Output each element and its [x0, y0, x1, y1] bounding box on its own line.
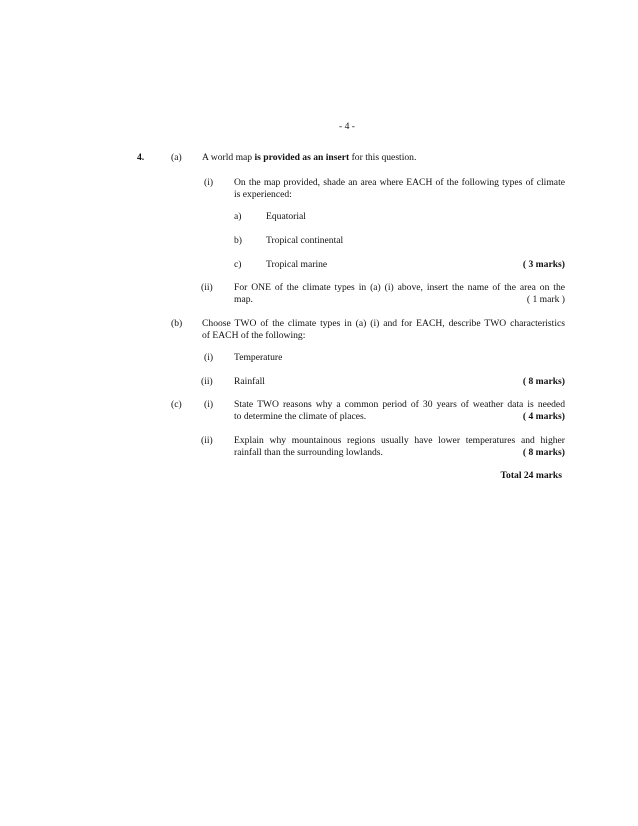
total-marks: Total 24 marks — [500, 470, 562, 481]
part-a-intro-bold: is provided as an insert — [254, 152, 350, 163]
item-c-text: Tropical marine — [266, 259, 328, 270]
item-b-label: b) — [234, 235, 242, 246]
part-a-ii-label: (ii) — [201, 282, 213, 293]
part-c-i-text-line1: State TWO reasons why a common period of 30 years of weather data is needed — [234, 399, 565, 410]
part-c-ii-text-line1: Explain why mountainous regions usually have lower temperatures and higher — [234, 435, 565, 446]
part-c-i-text-line2: to determine the climate of places. — [234, 411, 367, 422]
item-c-label: c) — [234, 259, 242, 270]
part-c-ii-text — [234, 435, 565, 459]
part-b-i-text: Temperature — [234, 352, 283, 363]
part-a-intro-post: for this question. — [349, 152, 417, 163]
part-c-ii-marks: ( 8 marks) — [522, 447, 565, 458]
part-a-ii-marks: ( 1 mark ) — [526, 294, 565, 305]
item-b-text: Tropical continental — [266, 235, 344, 246]
part-b-text-line2: of EACH of the following: — [202, 330, 306, 341]
page-number: - 4 - — [339, 121, 355, 132]
part-a-intro-pre: A world map — [202, 152, 255, 163]
question-number: 4. — [137, 152, 145, 163]
part-b-label: (b) — [171, 318, 183, 329]
part-a-ii-text-line2: map. — [234, 294, 253, 305]
part-b-i-label: (i) — [204, 352, 214, 363]
part-c-i-text — [234, 399, 565, 423]
part-b-text-line1: Choose TWO of the climate types in (a) (i) and for EACH, describe TWO characteristics — [202, 318, 565, 329]
part-b-ii-text: Rainfall — [234, 376, 265, 387]
part-a-i-marks: ( 3 marks) — [522, 259, 565, 270]
part-a-i-text-line2: is experienced: — [234, 189, 292, 200]
part-c-i-marks: ( 4 marks) — [522, 411, 565, 422]
part-b-text — [202, 318, 565, 342]
part-c-label: (c) — [171, 399, 182, 410]
item-a-label: a) — [234, 211, 242, 222]
part-c-i-label: (i) — [204, 399, 214, 410]
part-a-i-label: (i) — [204, 177, 214, 188]
part-a-ii-text — [234, 282, 565, 306]
part-b-ii-marks: ( 8 marks) — [522, 376, 565, 387]
part-a-intro — [202, 152, 416, 164]
part-a-i-text — [234, 177, 565, 201]
part-a-i-text-line1: On the map provided, shade an area where EACH of the following types of climate — [234, 177, 565, 188]
part-b-ii-label: (ii) — [201, 376, 213, 387]
part-c-ii-label: (ii) — [201, 435, 213, 446]
item-a-text: Equatorial — [266, 211, 306, 222]
part-a-label: (a) — [171, 152, 182, 163]
part-c-ii-text-line2: rainfall than the surrounding lowlands. — [234, 447, 383, 458]
part-a-ii-text-line1: For ONE of the climate types in (a) (i) above, insert the name of the area on the — [234, 282, 565, 293]
